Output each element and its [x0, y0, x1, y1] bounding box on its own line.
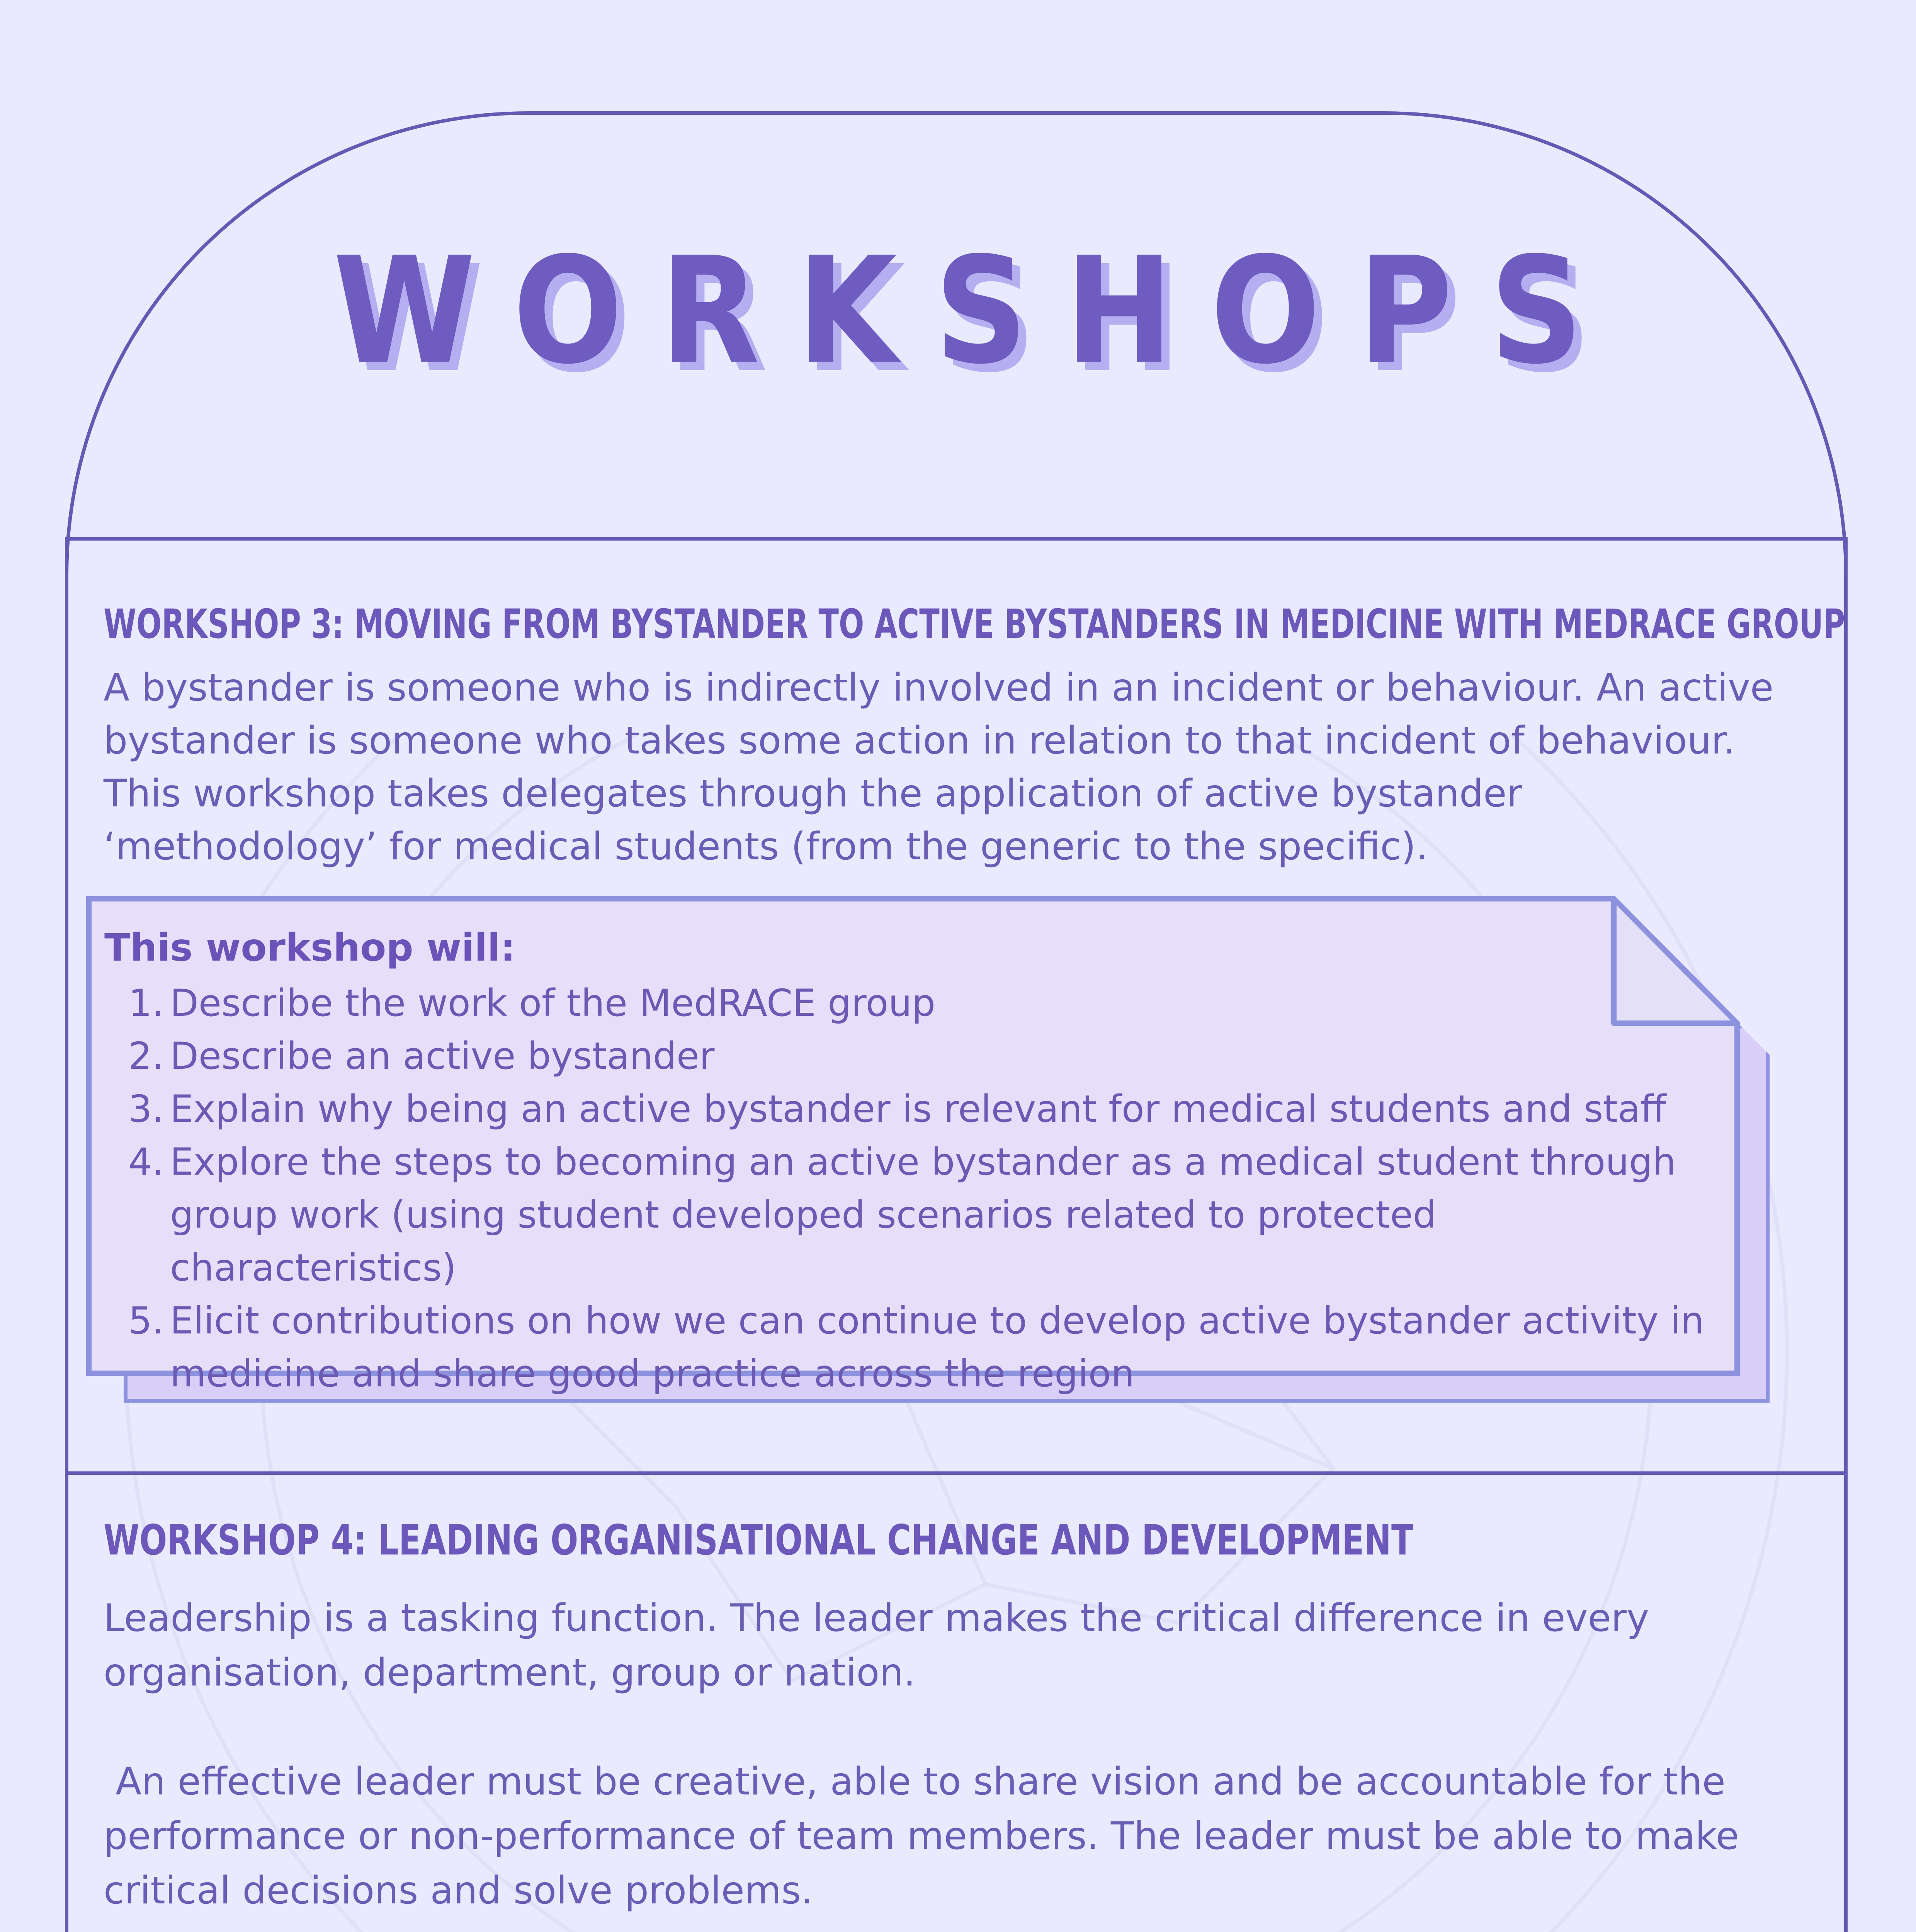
list-item — [128, 977, 1727, 1030]
list-item-text: Elicit contributions on how we can continue to develop active bystander activity in medicine and share good practice across the region — [170, 1299, 1704, 1395]
list-item-number: 3. — [128, 1087, 164, 1131]
workshop-3-card-title: This workshop will: — [104, 926, 516, 970]
list-item-text: Explore the steps to becoming an active bystander as a medical student through group work (using student developed scenarios related to protected characteristics) — [170, 1140, 1676, 1289]
workshop-3-description-line: ‘methodology’ for medical students (from the generic to the specific). — [104, 825, 1428, 869]
list-item-text: Describe an active bystander — [170, 1034, 715, 1078]
workshop-4-description — [104, 1591, 1804, 1918]
section-divider — [65, 1471, 1848, 1475]
list-item-text: Explain why being an active bystander is relevant for medical students and staff — [170, 1087, 1666, 1131]
list-item-text: Describe the work of the MedRACE group — [170, 981, 936, 1025]
workshop-4-paragraph-1: Leadership is a tasking function. The leader makes the critical difference in every organisation, department, group or nation. — [104, 1596, 1649, 1695]
list-item — [128, 1294, 1727, 1400]
list-item — [128, 1030, 1727, 1083]
list-item-number: 5. — [128, 1299, 164, 1342]
workshop-3-description — [104, 662, 1796, 873]
list-item-number: 2. — [128, 1034, 164, 1078]
workshop-4-heading: WORKSHOP 4: LEADING ORGANISATIONAL CHANGE AND DEVELOPMENT — [104, 1516, 1414, 1565]
workshop-3-objectives-list — [128, 977, 1727, 1400]
list-item — [128, 1083, 1727, 1136]
workshop-3-description-line: bystander is someone who takes some action in relation to that incident of behaviour. — [104, 719, 1736, 763]
list-item — [128, 1136, 1727, 1294]
workshop-3-heading: WORKSHOP 3: MOVING FROM BYSTANDER TO ACTIVE BYSTANDERS IN MEDICINE WITH MEDRACE GROUP — [104, 600, 1845, 648]
workshop-3-description-line: This workshop takes delegates through the application of active bystander — [104, 772, 1522, 816]
list-item-number: 4. — [128, 1140, 164, 1184]
workshop-4-paragraph-2: An effective leader must be creative, able to share vision and be accountable for the performance or non-performance of team members. The leader must be able to make critical decisions and solve problems. — [104, 1760, 1751, 1913]
workshop-3-objectives-card — [86, 896, 1740, 1395]
page-title: WORKSHOPS — [333, 225, 1620, 396]
list-item-number: 1. — [128, 981, 164, 1025]
workshop-3-description-line: A bystander is someone who is indirectly involved in an incident or behaviour. An active — [104, 666, 1774, 710]
